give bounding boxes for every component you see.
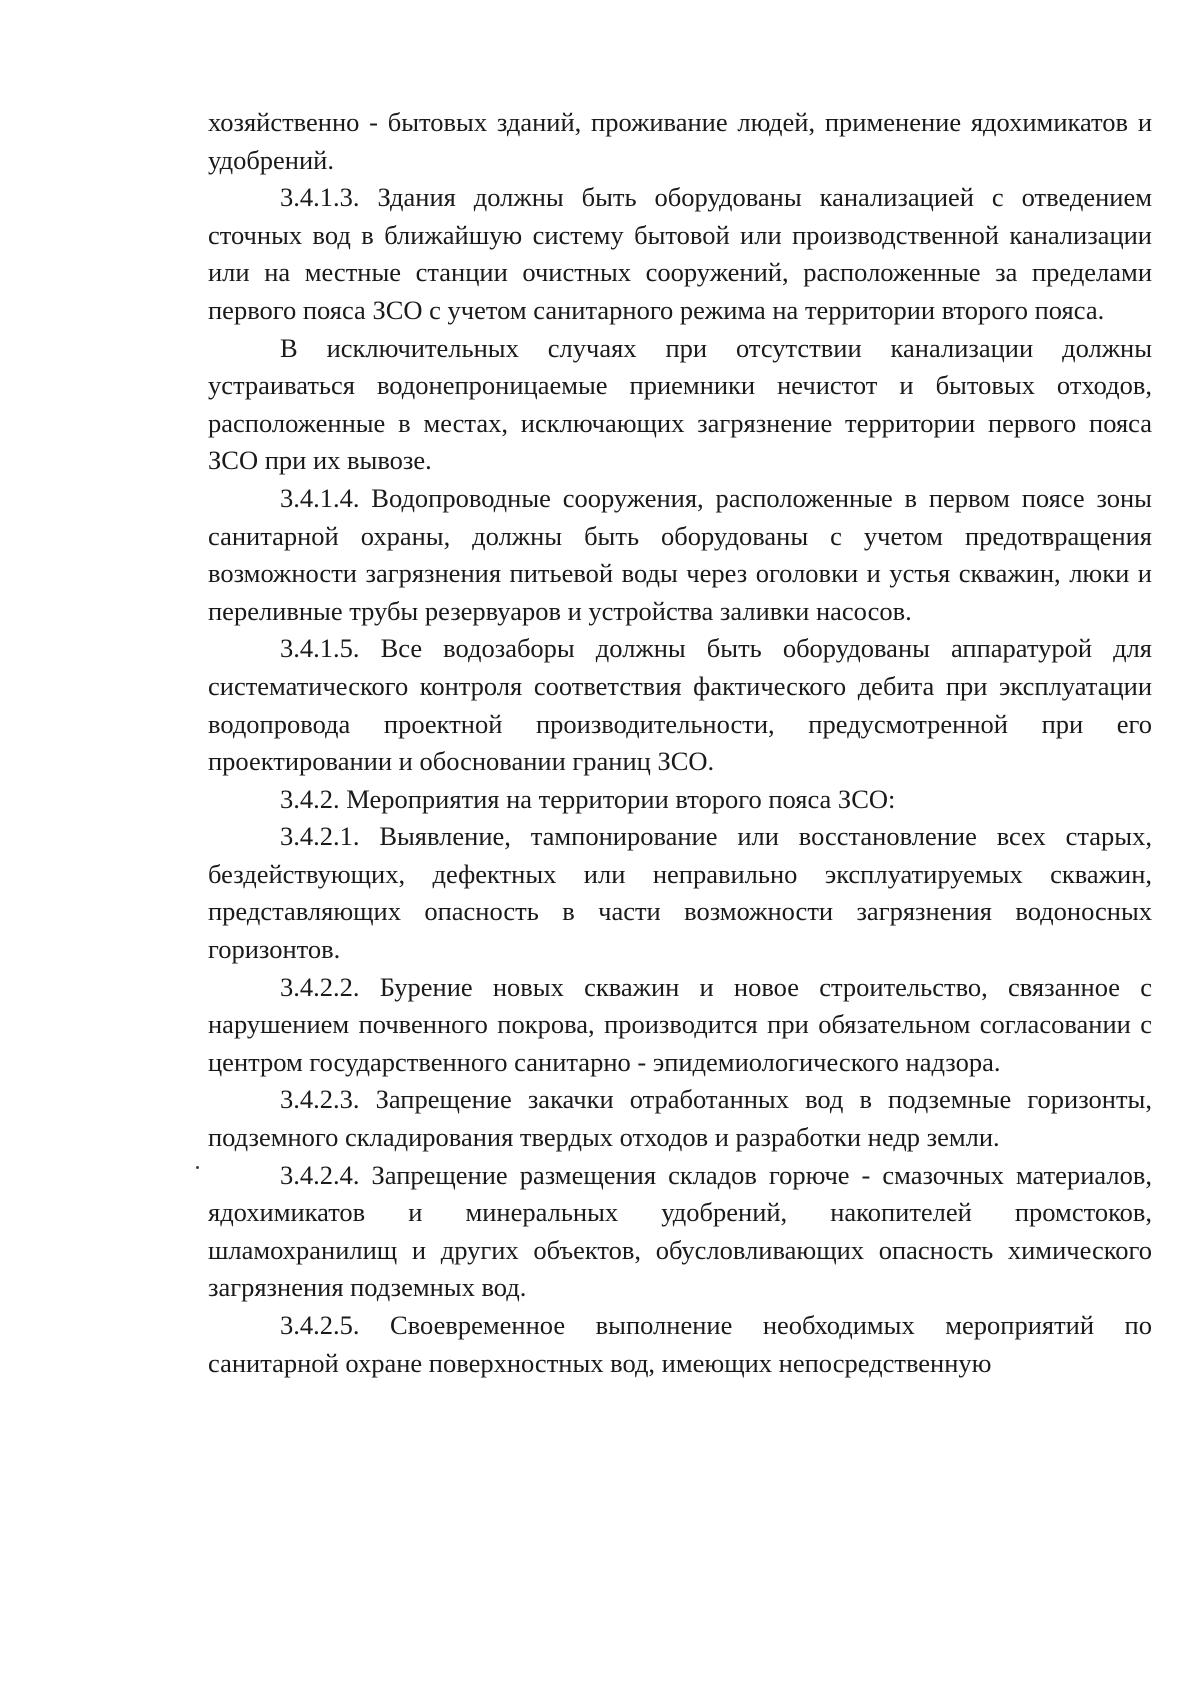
paragraph-3-4-2-5: 3.4.2.5. Своевременное выполнение необходимых мероприятий по санитарной охране поверхностных вод, имеющих непосредственную: [208, 1310, 1152, 1378]
paragraph-3-4-2-2: 3.4.2.2. Бурение новых скважин и новое строительство, связанное с нарушением почвенного покрова, производится при обязательном согласовании с центром государственного санитарно - эпидемиологического надзора.: [208, 971, 1152, 1077]
paragraph-3-4-2-3: 3.4.2.3. Запрещение закачки отработанных вод в подземные горизонты, подземного складирования твердых отходов и разработки недр земли.: [208, 1084, 1152, 1153]
paragraph-continuation: хозяйственно - бытовых зданий, проживание людей, применение ядохимикатов и удобрений.: [208, 107, 1152, 175]
paragraph-3-4-1-5: 3.4.1.5. Все водозаборы должны быть оборудованы аппаратурой для систематического контроля соответствия фактического дебита при эксплуатации водопровода проектной производительности, предусмотренной при его проектировании и обосновании границ ЗСО.: [208, 633, 1152, 777]
paragraph-3-4-1-3: 3.4.1.3. Здания должны быть оборудованы канализацией с отведением сточных вод в ближайшую систему бытовой или производственной канализации или на местные станции очистных сооружений, расположенные за пределами первого пояса ЗСО с учетом санитарного режима на территории второго пояса.: [208, 182, 1152, 325]
paragraph-3-4-1-4: 3.4.1.4. Водопроводные сооружения, расположенные в первом поясе зоны санитарной охраны, должны быть оборудованы с учетом предотвращения возможности загрязнения питьевой воды через оголовки и устья скважин, люки и переливные трубы резервуаров и устройства заливки насосов.: [208, 482, 1152, 626]
paragraph-3-4-2-1: 3.4.2.1. Выявление, тампонирование или восстановление всех старых, бездействующих, дефектных или неправильно эксплуатируемых скважин, представляющих опасность в части возможности загрязнения водоносных горизонтов.: [208, 821, 1152, 965]
paragraph-3-4-2: 3.4.2. Мероприятия на территории второго пояса ЗСО:: [280, 783, 896, 814]
document-body: [208, 104, 1152, 1382]
scan-speck: [196, 1166, 199, 1169]
paragraph-exceptional-cases: В исключительных случаях при отсутствии канализации должны устраиваться водонепроницаемые приемники нечистот и бытовых отходов, расположенные в местах, исключающих загрязнение территории первого пояса ЗСО при их вывозе.: [208, 332, 1152, 476]
paragraph-3-4-2-4: 3.4.2.4. Запрещение размещения складов горюче - смазочных материалов, ядохимикатов и минеральных удобрений, накопителей промстоков, шламохранилищ и других объектов, обусловливающих опасность химического загрязнения подземных вод.: [208, 1159, 1152, 1303]
